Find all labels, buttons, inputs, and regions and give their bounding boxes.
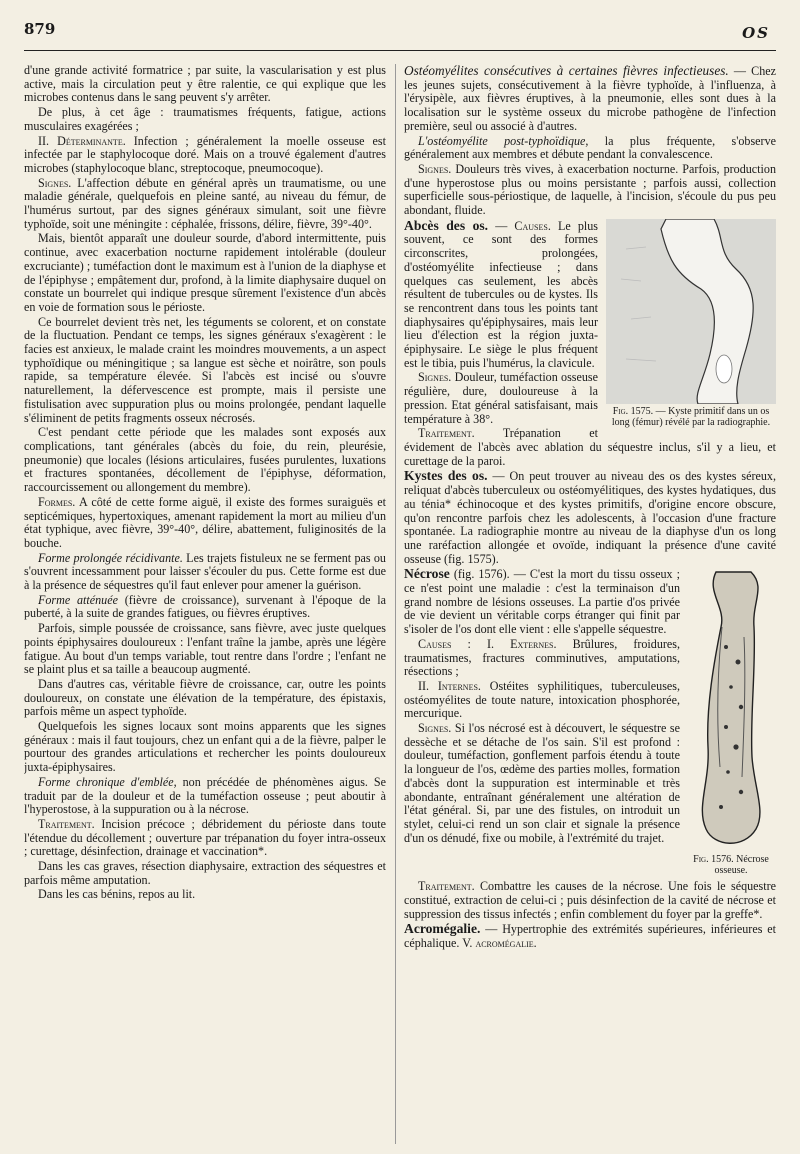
lead-label: Formes. xyxy=(38,494,76,509)
sub-label: II. Internes. xyxy=(418,678,481,693)
paragraph-text: Quelquefois les signes locaux sont moins apparents que les signes généraux : mais il faut toujours, chez un enfant qui a de la fièvre, palper le pourtour des grandes articulations et rechercher les points douloureux juxta-épiphysaires. xyxy=(24,719,386,775)
paragraph xyxy=(24,177,386,232)
header-rule xyxy=(24,50,776,51)
paragraph xyxy=(404,64,776,134)
paragraph-text: Douleur, tuméfaction osseuse régulière, dure, douloureuse à la pression. Etat général satisfaisant, mais température à 38°. xyxy=(404,370,598,426)
paragraph xyxy=(24,496,386,551)
paragraph xyxy=(24,552,386,593)
paragraph-text: Les trajets fistuleux ne se ferment pas ou s'ouvrent incessamment pour laisser s'écouler du pus. Cette forme est due à la présence de séquestres qu'il faut enlever pour amener la guérison. xyxy=(24,550,386,593)
paragraph xyxy=(24,316,386,426)
subheading: L'ostéomyélite post-typhoïdique, xyxy=(418,133,589,148)
necrose-bone-illustration xyxy=(686,567,776,852)
paragraph-text: Dans les cas graves, résection diaphysaire, extraction des séquestres et parfois même amputation. xyxy=(24,859,386,887)
paragraph-text: — Chez les jeunes sujets, consécutivement à la fièvre typhoïde, à l'influenza, à l'érysipèle, aux fièvres éruptives, à la pneumonie, elles sont dues à la localisation sur le système osseux du microbe pathogène de l'infection première, seul ou associé à d'autres. xyxy=(404,64,776,133)
paragraph xyxy=(404,427,776,468)
paragraph-text: A côté de cette forme aiguë, il existe des formes suraiguës et septicémiques, hypertoxiques, amenant rapidement la mort au milieu d'un état typhique, avec fièvre, 39°-40°, délire, abattement, fuliginosités de la bouche. xyxy=(24,494,386,550)
paragraph-text: De plus, à cet âge : traumatismes fréquents, fatigue, actions musculaires exagérées ; xyxy=(24,105,386,133)
paragraph-text: Dans les cas bénins, repos au lit. xyxy=(38,887,196,902)
paragraph-text: Ostéites syphilitiques, tuberculeuses, ostéomyélites de toute nature, intoxication phosphorée, mercurique. xyxy=(404,678,680,721)
lead-label: Signes. xyxy=(418,370,452,385)
figure-number: Fig. 1575. xyxy=(612,405,654,417)
paragraph-text: Douleurs très vives, à exacerbation nocturne. Parfois, production d'une hyperostose plus ou moins persistante ; parfois aussi, collection superficielle sous-périostique, de laquelle, à l'incision, s'écoule du pus peu abondant, fluide. xyxy=(404,161,776,218)
paragraph-text: — On peut trouver au niveau des os des kystes séreux, reliquat d'abcès tuberculeux ou ostéomyélitiques, des kystes hydatiques, dus au ténia* échinocoque et des kystes primitifs, d'origine encore obscure, qu'on rencontre parfois chez les adolescents, à l'occasion d'une fracture spontanée. La radiographie montre au niveau de la diaphyse d'un os long une raréfaction allongée et ovoïde, indiquant la présence d'une cavité osseuse (fig. 1575). xyxy=(404,469,776,566)
kyste-radiograph-illustration xyxy=(606,219,776,404)
entry-heading: Abcès des os. xyxy=(404,217,489,233)
paragraph-text: (fièvre de croissance), survenant à l'époque de la puberté, à la suite de grandes fatigues, ou fièvres éruptives. xyxy=(24,592,386,621)
paragraph xyxy=(24,64,386,105)
paragraph-text: Parfois, simple poussée de croissance, sans fièvre, avec juste quelques points épiphysaires douloureux : l'enfant traîne la jambe, après une légère fatigue. Au bout d'un temps variable, tout rentre dans l'ordre ; l'enfant ne se plaint plus et sa taille a beaucoup augmenté. xyxy=(24,621,386,677)
paragraph-text: Le plus souvent, ce sont des formes circonscrites, prolongées, d'ostéomyélite infectieuse ; dans quelques cas seulement, les abcès résultent de tubercules ou de kystes. Ils se rencontrent dans tous les points tant diaphysaires qu'épiphysaires, mais leur lieu d'élection est la région juxta-épiphysaire. Le siège le plus fréquent est le tibia, puis l'humérus, la clavicule. xyxy=(404,218,599,370)
paragraph-text: Combattre les causes de la nécrose. Une fois le séquestre constitué, extraction de celui-ci ; puis désinfection de la cavité de nécrose et suppression des tissus infectés ; enfin comblement du foyer par la greffe*. xyxy=(404,879,776,921)
lead-label: — Causes. xyxy=(488,218,551,233)
figure-caption xyxy=(686,854,776,876)
lead-label: II. Déterminante. xyxy=(38,133,126,148)
paragraph xyxy=(24,818,386,859)
entry-heading: Nécrose xyxy=(404,566,450,582)
paragraph-text: (fig. 1576). — C'est la mort du tissu osseux ; ce n'est point une maladie : c'est la terminaison d'un grand nombre de lésions osseuses. La partie d'os privée de vie devient un véritable corps étranger qui finit par s'isoler de l'os dont elle vient : elle s'appelle séquestre. xyxy=(404,567,680,637)
caption-text: Nécrose osseuse. xyxy=(714,854,769,877)
paragraph xyxy=(404,469,776,566)
subheading: Forme atténuée xyxy=(38,592,118,607)
entry-heading: Acromégalie. xyxy=(404,921,481,937)
figure-1576 xyxy=(686,567,776,876)
paragraph xyxy=(24,888,386,902)
paragraph xyxy=(404,922,776,950)
paragraph xyxy=(24,678,386,719)
paragraph-text: Brûlures, froidures, traumatismes, fractures comminutives, amputations, résections ; xyxy=(404,636,680,679)
paragraph xyxy=(24,426,386,495)
subheading: Forme prolongée récidivante. xyxy=(38,550,183,565)
paragraph xyxy=(24,622,386,677)
sub-label: I. Externes. xyxy=(470,636,557,651)
lead-label: Signes. xyxy=(418,721,452,736)
paragraph xyxy=(24,106,386,133)
paragraph-text: Mais, bientôt apparaît une douleur sourde, d'abord intermittente, puis continue, avec exacerbation nocturne rapidement intolérable (douleur excruciante) ; tuméfaction dont le maximum est à l'union de la diaphyse et de l'épiphyse ; empâtement dur, profond, à la limite diaphysaire duquel on constate un bourrelet qui indique presque sûrement l'existence d'un abcès en voie de formation sous le périoste. xyxy=(24,231,386,314)
paragraph-text: la plus fréquente, s'observe généralement aux membres et débute pendant la convalescence. xyxy=(404,133,776,162)
paragraph-text: non précédée de phénomènes aigus. Se traduit par de la douleur et de la tuméfaction osseuse ; peut aboutir à l'hyperostose, à la suppuration ou à la nécrose. xyxy=(24,774,386,817)
paragraph-text: L'affection débute en général après un traumatisme, ou une maladie générale, quelquefois en pleine santé, au niveau du fémur, de l'humérus surtout, par des signes généraux simulant, soit une fièvre typhoïde, soit une méningite : céphalée, frissons, délire, fièvre, 39°-40°. xyxy=(24,175,386,231)
lead-label: Causes : xyxy=(418,636,471,651)
subheading: Forme chronique d'emblée, xyxy=(38,774,177,789)
paragraph-text: Dans d'autres cas, véritable fièvre de croissance, car, outre les points douloureux, on constate une élévation de la température, des épistaxis, parfois même un aspect typhoïde. xyxy=(24,676,386,719)
right-column xyxy=(404,64,776,1144)
column-separator xyxy=(395,64,396,1144)
entry-heading: Kystes des os. xyxy=(404,468,488,484)
lead-label: Traitement. xyxy=(418,426,475,441)
paragraph-text: — Hypertrophie des extrémités supérieures, inférieures et céphalique. V. xyxy=(404,922,776,951)
paragraph xyxy=(404,135,776,162)
paragraph xyxy=(24,135,386,176)
paragraph-text: Si l'os nécrosé est à découvert, le séquestre se dessèche et se détache de l'os sain. S'il est profond : douleur, tuméfaction, gonflement parfois étendu à toute la longueur de l'os, œdème des parties molles, formation d'abcès dont la suppuration est interminable et très abondante, entraînant généralement une altération de l'état général. Si, par une des fistules, on introduit un stylet, celui-ci rend un son clair et signale la présence d'un os dénudé, fixe ou mobile, à l'extrémité du trajet. xyxy=(404,721,680,845)
paragraph xyxy=(24,720,386,775)
lead-label: Signes. xyxy=(418,161,452,176)
paragraph-text: Incision précoce ; débridement du périoste dans toute l'étendue du décollement ; ouverture par trépanation du foyer intra-osseux ; curettage, désinfection, drainage et vaccination*. xyxy=(24,816,386,859)
paragraph-text: Trépanation et évidement de l'abcès avec ablation du séquestre inclus, s'il y a lieu, et curettage de la paroi. xyxy=(404,426,776,468)
paragraph-text: Ce bourrelet devient très net, les téguments se colorent, et on constate de la fluctuation. Pendant ce temps, les signes généraux s'exagèrent : le facies est anxieux, le malade craint les moindres mouvements, a un aspect typhoïdique ou méningitique ; sa langue est sèche et noirâtre, son pouls rapide, sa température élevée. Si l'abcès est incisé ou s'ouvre naturellement, la défervescence est prompte, mais il persiste une fistulisation avec suppuration plus ou moins prolongée, pendant laquelle s'éliminent de petits fragments osseux nécrosés. xyxy=(24,314,386,425)
page-number: 879 xyxy=(24,20,56,38)
running-head: OS xyxy=(742,24,770,42)
paragraph xyxy=(24,776,386,817)
figure-caption xyxy=(606,406,776,428)
paragraph-text: d'une grande activité formatrice ; par suite, la vascularisation y est plus active, mais la circulation peut y être ralentie, ce qui explique que les microbes contenus dans le sang peuvent s'y arrêter. xyxy=(24,64,386,105)
caption-text: — Kyste primitif dans un os long (fémur) révélé par la radiographie. xyxy=(611,405,771,428)
paragraph-text: Infection ; généralement la moelle osseuse est infectée par le staphylocoque doré. Mais on a trouvé également d'autres microbes (staphylocoque blanc, streptocoque, pneumocoque). xyxy=(24,133,386,175)
paragraph xyxy=(404,880,776,921)
lead-label: Signes. xyxy=(38,175,72,190)
figure-number: Fig. 1576. xyxy=(693,854,734,866)
figure-1575 xyxy=(606,219,776,428)
paragraph xyxy=(24,232,386,314)
left-column xyxy=(24,64,386,1144)
page-header xyxy=(24,20,776,54)
lead-label: Traitement. xyxy=(38,816,95,831)
paragraph xyxy=(24,594,386,621)
paragraph-text: C'est pendant cette période que les malades sont exposés aux complications, tant générales (abcès du foie, du rein, pleurésie, pneumonie) que locales (lésions articulaires, fusées purulentes, luxations et fractures spontanées, décollement de l'épiphyse, déformation, raccourcissement ou allongement du membre). xyxy=(24,425,386,495)
lead-label: Traitement. xyxy=(418,879,475,894)
paragraph xyxy=(24,860,386,887)
section-heading: Ostéomyélites consécutives à certaines fièvres infectieuses. xyxy=(404,64,729,78)
paragraph xyxy=(404,163,776,218)
cross-reference: acromégalie. xyxy=(475,936,537,951)
